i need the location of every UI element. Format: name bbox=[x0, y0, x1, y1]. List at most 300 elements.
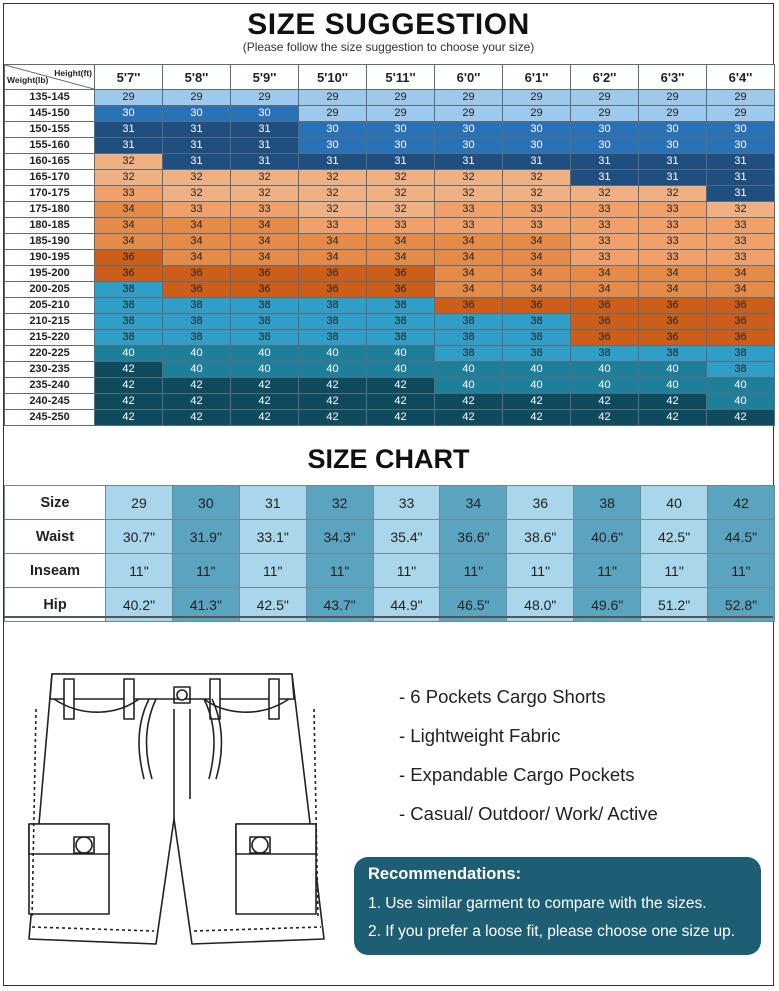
suggested-size-cell: 34 bbox=[503, 234, 571, 250]
suggested-size-cell: 29 bbox=[503, 90, 571, 106]
suggested-size-cell: 36 bbox=[707, 314, 775, 330]
size-suggestion-table bbox=[4, 64, 775, 426]
height-header-cell: 6'1'' bbox=[503, 65, 571, 90]
height-axis-label: Height(ft) bbox=[54, 68, 92, 78]
suggested-size-cell: 31 bbox=[231, 138, 299, 154]
suggested-size-cell: 40 bbox=[299, 346, 367, 362]
measurement-cell: 38 bbox=[574, 486, 641, 520]
size-suggestion-title: SIZE SUGGESTION bbox=[247, 8, 530, 41]
feature-item: - Casual/ Outdoor/ Work/ Active bbox=[399, 803, 658, 824]
measurement-cell: 41.3" bbox=[172, 588, 239, 622]
suggested-size-cell: 32 bbox=[435, 186, 503, 202]
weight-range-cell: 245-250 bbox=[5, 410, 95, 426]
measurement-cell: 11" bbox=[440, 554, 507, 588]
suggested-size-cell: 31 bbox=[571, 170, 639, 186]
weight-row bbox=[5, 234, 775, 250]
size-chart-row bbox=[5, 520, 775, 554]
suggested-size-cell: 42 bbox=[299, 394, 367, 410]
suggested-size-cell: 42 bbox=[367, 378, 435, 394]
suggested-size-cell: 29 bbox=[639, 90, 707, 106]
height-header-cell: 5'11'' bbox=[367, 65, 435, 90]
weight-range-cell: 205-210 bbox=[5, 298, 95, 314]
measurement-label: Waist bbox=[5, 520, 106, 554]
suggested-size-cell: 38 bbox=[435, 330, 503, 346]
size-chart-row bbox=[5, 554, 775, 588]
suggested-size-cell: 32 bbox=[95, 154, 163, 170]
suggested-size-cell: 40 bbox=[435, 362, 503, 378]
suggested-size-cell: 29 bbox=[299, 90, 367, 106]
suggested-size-cell: 34 bbox=[163, 250, 231, 266]
suggested-size-cell: 31 bbox=[639, 170, 707, 186]
suggested-size-cell: 30 bbox=[231, 106, 299, 122]
suggested-size-cell: 30 bbox=[367, 122, 435, 138]
suggested-size-cell: 38 bbox=[299, 330, 367, 346]
weight-range-cell: 185-190 bbox=[5, 234, 95, 250]
suggested-size-cell: 34 bbox=[95, 218, 163, 234]
weight-range-cell: 180-185 bbox=[5, 218, 95, 234]
weight-range-cell: 220-225 bbox=[5, 346, 95, 362]
suggested-size-cell: 38 bbox=[367, 330, 435, 346]
suggested-size-cell: 33 bbox=[503, 218, 571, 234]
suggested-size-cell: 42 bbox=[435, 410, 503, 426]
suggested-size-cell: 30 bbox=[503, 122, 571, 138]
suggested-size-cell: 30 bbox=[435, 122, 503, 138]
suggested-size-cell: 42 bbox=[231, 410, 299, 426]
suggested-size-cell: 42 bbox=[163, 378, 231, 394]
suggested-size-cell: 38 bbox=[367, 298, 435, 314]
suggested-size-cell: 34 bbox=[503, 250, 571, 266]
suggested-size-cell: 36 bbox=[367, 282, 435, 298]
suggested-size-cell: 34 bbox=[95, 202, 163, 218]
suggested-size-cell: 32 bbox=[639, 186, 707, 202]
measurement-cell: 32 bbox=[306, 486, 373, 520]
suggested-size-cell: 38 bbox=[163, 314, 231, 330]
suggested-size-cell: 34 bbox=[707, 282, 775, 298]
suggested-size-cell: 30 bbox=[299, 122, 367, 138]
suggested-size-cell: 30 bbox=[707, 138, 775, 154]
weight-range-cell: 145-150 bbox=[5, 106, 95, 122]
height-header-row bbox=[5, 65, 775, 90]
suggested-size-cell: 42 bbox=[163, 394, 231, 410]
suggested-size-cell: 34 bbox=[503, 282, 571, 298]
suggested-size-cell: 33 bbox=[163, 202, 231, 218]
suggested-size-cell: 38 bbox=[231, 314, 299, 330]
weight-row bbox=[5, 250, 775, 266]
suggested-size-cell: 36 bbox=[163, 266, 231, 282]
suggested-size-cell: 31 bbox=[95, 138, 163, 154]
measurement-cell: 11" bbox=[708, 554, 775, 588]
feature-item: - Expandable Cargo Pockets bbox=[399, 764, 635, 785]
suggested-size-cell: 32 bbox=[503, 186, 571, 202]
suggested-size-cell: 33 bbox=[707, 234, 775, 250]
size-suggestion-subtitle: (Please follow the size suggestion to choose your size) bbox=[242, 40, 535, 54]
suggested-size-cell: 30 bbox=[707, 122, 775, 138]
suggested-size-cell: 38 bbox=[503, 330, 571, 346]
suggested-size-cell: 31 bbox=[571, 154, 639, 170]
suggested-size-cell: 33 bbox=[639, 234, 707, 250]
suggested-size-cell: 38 bbox=[707, 362, 775, 378]
suggested-size-cell: 38 bbox=[231, 298, 299, 314]
height-header-cell: 5'9'' bbox=[231, 65, 299, 90]
size-guide-card bbox=[3, 3, 774, 986]
suggested-size-cell: 32 bbox=[571, 186, 639, 202]
suggested-size-cell: 32 bbox=[95, 170, 163, 186]
measurement-cell: 42.5" bbox=[239, 588, 306, 622]
suggested-size-cell: 40 bbox=[163, 346, 231, 362]
suggested-size-cell: 33 bbox=[503, 202, 571, 218]
suggested-size-cell: 38 bbox=[571, 346, 639, 362]
suggested-size-cell: 33 bbox=[95, 186, 163, 202]
suggested-size-cell: 29 bbox=[163, 90, 231, 106]
suggested-size-cell: 29 bbox=[299, 106, 367, 122]
suggested-size-cell: 32 bbox=[299, 170, 367, 186]
height-header-cell: 6'2'' bbox=[571, 65, 639, 90]
size-chart-table bbox=[4, 485, 775, 622]
suggested-size-cell: 40 bbox=[571, 362, 639, 378]
suggested-size-cell: 34 bbox=[299, 234, 367, 250]
suggested-size-cell: 29 bbox=[367, 90, 435, 106]
weight-row bbox=[5, 170, 775, 186]
suggested-size-cell: 38 bbox=[299, 314, 367, 330]
suggested-size-cell: 32 bbox=[231, 170, 299, 186]
suggested-size-cell: 31 bbox=[707, 170, 775, 186]
measurement-label: Hip bbox=[5, 588, 106, 622]
suggested-size-cell: 30 bbox=[299, 138, 367, 154]
measurement-cell: 43.7" bbox=[306, 588, 373, 622]
suggested-size-cell: 34 bbox=[95, 234, 163, 250]
suggested-size-cell: 31 bbox=[231, 122, 299, 138]
weight-range-cell: 230-235 bbox=[5, 362, 95, 378]
suggested-size-cell: 42 bbox=[639, 410, 707, 426]
suggested-size-cell: 42 bbox=[503, 410, 571, 426]
suggested-size-cell: 40 bbox=[95, 346, 163, 362]
measurement-cell: 42.5" bbox=[641, 520, 708, 554]
measurement-cell: 52.8" bbox=[708, 588, 775, 622]
suggested-size-cell: 32 bbox=[299, 202, 367, 218]
suggested-size-cell: 32 bbox=[707, 202, 775, 218]
suggested-size-cell: 40 bbox=[707, 378, 775, 394]
suggested-size-cell: 40 bbox=[639, 362, 707, 378]
suggested-size-cell: 31 bbox=[639, 154, 707, 170]
weight-range-cell: 195-200 bbox=[5, 266, 95, 282]
suggested-size-cell: 29 bbox=[95, 90, 163, 106]
suggested-size-cell: 30 bbox=[571, 122, 639, 138]
weight-range-cell: 135-145 bbox=[5, 90, 95, 106]
suggested-size-cell: 34 bbox=[163, 234, 231, 250]
suggested-size-cell: 30 bbox=[95, 106, 163, 122]
weight-row bbox=[5, 378, 775, 394]
size-chart-body bbox=[5, 486, 775, 622]
height-header-cell: 6'3'' bbox=[639, 65, 707, 90]
height-header-cell: 5'7'' bbox=[95, 65, 163, 90]
height-header-cell: 5'10'' bbox=[299, 65, 367, 90]
weight-row bbox=[5, 138, 775, 154]
recommendations-title: Recommendations: bbox=[368, 865, 522, 883]
suggested-size-cell: 36 bbox=[231, 266, 299, 282]
height-header-cell: 6'4'' bbox=[707, 65, 775, 90]
suggested-size-cell: 34 bbox=[707, 266, 775, 282]
cargo-shorts-illustration bbox=[24, 669, 334, 959]
suggested-size-cell: 38 bbox=[435, 314, 503, 330]
suggested-size-cell: 29 bbox=[639, 106, 707, 122]
measurement-label: Size bbox=[5, 486, 106, 520]
suggested-size-cell: 36 bbox=[299, 266, 367, 282]
suggested-size-cell: 34 bbox=[367, 250, 435, 266]
suggested-size-cell: 29 bbox=[571, 90, 639, 106]
suggested-size-cell: 32 bbox=[163, 186, 231, 202]
suggested-size-cell: 38 bbox=[163, 330, 231, 346]
suggested-size-cell: 33 bbox=[707, 250, 775, 266]
weight-range-cell: 165-170 bbox=[5, 170, 95, 186]
weight-row bbox=[5, 330, 775, 346]
suggested-size-cell: 36 bbox=[639, 330, 707, 346]
weight-row bbox=[5, 410, 775, 426]
suggested-size-cell: 38 bbox=[707, 346, 775, 362]
suggested-size-cell: 38 bbox=[299, 298, 367, 314]
suggested-size-cell: 32 bbox=[299, 186, 367, 202]
suggested-size-cell: 33 bbox=[639, 202, 707, 218]
suggested-size-cell: 34 bbox=[571, 282, 639, 298]
suggested-size-cell: 30 bbox=[367, 138, 435, 154]
suggested-size-cell: 33 bbox=[231, 202, 299, 218]
suggested-size-cell: 34 bbox=[435, 266, 503, 282]
suggested-size-cell: 36 bbox=[639, 314, 707, 330]
recommendation-item: 1. Use similar garment to compare with the sizes. bbox=[368, 895, 707, 912]
suggested-size-cell: 30 bbox=[639, 138, 707, 154]
suggested-size-cell: 32 bbox=[231, 186, 299, 202]
suggested-size-cell: 42 bbox=[95, 410, 163, 426]
suggested-size-cell: 42 bbox=[95, 362, 163, 378]
suggested-size-cell: 40 bbox=[707, 394, 775, 410]
measurement-cell: 33.1" bbox=[239, 520, 306, 554]
suggested-size-cell: 36 bbox=[707, 330, 775, 346]
weight-range-cell: 155-160 bbox=[5, 138, 95, 154]
suggested-size-cell: 40 bbox=[299, 362, 367, 378]
suggested-size-cell: 36 bbox=[435, 298, 503, 314]
weight-row bbox=[5, 266, 775, 282]
suggested-size-cell: 36 bbox=[163, 282, 231, 298]
suggested-size-cell: 29 bbox=[435, 106, 503, 122]
suggested-size-cell: 42 bbox=[435, 394, 503, 410]
suggested-size-cell: 34 bbox=[503, 266, 571, 282]
suggested-size-cell: 30 bbox=[571, 138, 639, 154]
suggested-size-cell: 42 bbox=[95, 378, 163, 394]
suggested-size-cell: 32 bbox=[163, 170, 231, 186]
suggested-size-cell: 33 bbox=[435, 218, 503, 234]
height-header-cell: 5'8'' bbox=[163, 65, 231, 90]
suggested-size-cell: 29 bbox=[367, 106, 435, 122]
suggested-size-cell: 31 bbox=[707, 186, 775, 202]
suggested-size-cell: 42 bbox=[639, 394, 707, 410]
suggested-size-cell: 38 bbox=[639, 346, 707, 362]
suggested-size-cell: 42 bbox=[367, 410, 435, 426]
suggested-size-cell: 34 bbox=[435, 250, 503, 266]
measurement-cell: 29 bbox=[106, 486, 173, 520]
suggested-size-cell: 32 bbox=[367, 186, 435, 202]
measurement-cell: 11" bbox=[106, 554, 173, 588]
weight-range-cell: 240-245 bbox=[5, 394, 95, 410]
suggested-size-cell: 30 bbox=[435, 138, 503, 154]
suggested-size-cell: 40 bbox=[503, 362, 571, 378]
suggested-size-cell: 38 bbox=[95, 330, 163, 346]
suggested-size-cell: 33 bbox=[707, 218, 775, 234]
measurement-label: Inseam bbox=[5, 554, 106, 588]
suggested-size-cell: 36 bbox=[95, 266, 163, 282]
suggested-size-cell: 38 bbox=[95, 298, 163, 314]
suggested-size-cell: 42 bbox=[367, 394, 435, 410]
suggested-size-cell: 42 bbox=[503, 394, 571, 410]
height-header-cell: 6'0'' bbox=[435, 65, 503, 90]
suggested-size-cell: 31 bbox=[707, 154, 775, 170]
suggested-size-cell: 29 bbox=[707, 106, 775, 122]
measurement-cell: 49.6" bbox=[574, 588, 641, 622]
suggested-size-cell: 40 bbox=[503, 378, 571, 394]
weight-row bbox=[5, 106, 775, 122]
measurement-cell: 35.4" bbox=[373, 520, 440, 554]
recommendations-box bbox=[354, 857, 761, 955]
suggested-size-cell: 42 bbox=[299, 410, 367, 426]
suggested-size-cell: 34 bbox=[435, 234, 503, 250]
measurement-cell: 40 bbox=[641, 486, 708, 520]
measurement-cell: 11" bbox=[574, 554, 641, 588]
weight-range-cell: 190-195 bbox=[5, 250, 95, 266]
measurement-cell: 31 bbox=[239, 486, 306, 520]
measurement-cell: 11" bbox=[306, 554, 373, 588]
suggested-size-cell: 38 bbox=[503, 314, 571, 330]
suggested-size-cell: 38 bbox=[503, 346, 571, 362]
weight-row bbox=[5, 202, 775, 218]
suggested-size-cell: 30 bbox=[639, 122, 707, 138]
suggested-size-cell: 36 bbox=[571, 314, 639, 330]
weight-row bbox=[5, 218, 775, 234]
measurement-cell: 48.0" bbox=[507, 588, 574, 622]
suggested-size-cell: 33 bbox=[571, 202, 639, 218]
suggested-size-cell: 33 bbox=[571, 250, 639, 266]
suggested-size-cell: 34 bbox=[163, 218, 231, 234]
suggested-size-cell: 38 bbox=[163, 298, 231, 314]
suggested-size-cell: 36 bbox=[299, 282, 367, 298]
measurement-cell: 11" bbox=[172, 554, 239, 588]
suggested-size-cell: 34 bbox=[367, 234, 435, 250]
measurement-cell: 30 bbox=[172, 486, 239, 520]
suggested-size-cell: 31 bbox=[95, 122, 163, 138]
suggested-size-cell: 42 bbox=[707, 410, 775, 426]
suggested-size-cell: 34 bbox=[639, 266, 707, 282]
suggested-size-cell: 33 bbox=[299, 218, 367, 234]
measurement-cell: 36.6" bbox=[440, 520, 507, 554]
weight-range-cell: 210-215 bbox=[5, 314, 95, 330]
suggested-size-cell: 29 bbox=[571, 106, 639, 122]
weight-row bbox=[5, 282, 775, 298]
measurement-cell: 40.6" bbox=[574, 520, 641, 554]
weight-axis-label: Weight(lb) bbox=[7, 75, 49, 85]
size-chart-row bbox=[5, 486, 775, 520]
suggested-size-cell: 32 bbox=[367, 170, 435, 186]
suggested-size-cell: 29 bbox=[435, 90, 503, 106]
weight-row bbox=[5, 90, 775, 106]
measurement-cell: 38.6" bbox=[507, 520, 574, 554]
suggested-size-cell: 40 bbox=[231, 346, 299, 362]
suggested-size-cell: 33 bbox=[571, 218, 639, 234]
suggested-size-cell: 36 bbox=[707, 298, 775, 314]
weight-range-cell: 160-165 bbox=[5, 154, 95, 170]
suggested-size-cell: 36 bbox=[571, 298, 639, 314]
suggested-size-cell: 33 bbox=[639, 250, 707, 266]
table-corner-cell bbox=[5, 65, 95, 90]
suggested-size-cell: 34 bbox=[231, 218, 299, 234]
suggested-size-cell: 40 bbox=[571, 378, 639, 394]
suggested-size-cell: 40 bbox=[367, 346, 435, 362]
measurement-cell: 44.5" bbox=[708, 520, 775, 554]
suggested-size-cell: 33 bbox=[435, 202, 503, 218]
suggested-size-cell: 42 bbox=[571, 394, 639, 410]
suggested-size-cell: 40 bbox=[231, 362, 299, 378]
measurement-cell: 46.5" bbox=[440, 588, 507, 622]
suggested-size-cell: 29 bbox=[231, 90, 299, 106]
measurement-cell: 44.9" bbox=[373, 588, 440, 622]
measurement-cell: 51.2" bbox=[641, 588, 708, 622]
feature-item: - 6 Pockets Cargo Shorts bbox=[399, 686, 606, 707]
measurement-cell: 30.7" bbox=[106, 520, 173, 554]
suggested-size-cell: 36 bbox=[639, 298, 707, 314]
measurement-cell: 11" bbox=[507, 554, 574, 588]
weight-range-cell: 200-205 bbox=[5, 282, 95, 298]
measurement-cell: 11" bbox=[373, 554, 440, 588]
suggested-size-cell: 31 bbox=[299, 154, 367, 170]
suggested-size-cell: 42 bbox=[231, 394, 299, 410]
suggested-size-cell: 32 bbox=[367, 202, 435, 218]
weight-row bbox=[5, 394, 775, 410]
suggested-size-cell: 34 bbox=[299, 250, 367, 266]
weight-range-cell: 170-175 bbox=[5, 186, 95, 202]
suggested-size-cell: 38 bbox=[95, 314, 163, 330]
suggested-size-cell: 38 bbox=[231, 330, 299, 346]
suggested-size-cell: 31 bbox=[435, 154, 503, 170]
measurement-cell: 34.3" bbox=[306, 520, 373, 554]
suggested-size-cell: 29 bbox=[503, 106, 571, 122]
weight-row bbox=[5, 122, 775, 138]
weight-row bbox=[5, 186, 775, 202]
size-chart-title: SIZE CHART bbox=[307, 444, 470, 474]
suggested-size-cell: 33 bbox=[367, 218, 435, 234]
suggested-size-cell: 36 bbox=[231, 282, 299, 298]
suggested-size-cell: 31 bbox=[231, 154, 299, 170]
suggested-size-cell: 31 bbox=[163, 138, 231, 154]
suggested-size-cell: 34 bbox=[571, 266, 639, 282]
suggested-size-cell: 34 bbox=[231, 234, 299, 250]
suggested-size-cell: 40 bbox=[367, 362, 435, 378]
suggested-size-cell: 34 bbox=[639, 282, 707, 298]
suggested-size-cell: 33 bbox=[571, 234, 639, 250]
suggested-size-cell: 29 bbox=[707, 90, 775, 106]
suggested-size-cell: 40 bbox=[163, 362, 231, 378]
suggested-size-cell: 31 bbox=[163, 122, 231, 138]
measurement-cell: 33 bbox=[373, 486, 440, 520]
suggested-size-cell: 40 bbox=[435, 378, 503, 394]
suggested-size-cell: 31 bbox=[367, 154, 435, 170]
suggested-size-cell: 31 bbox=[503, 154, 571, 170]
suggested-size-cell: 32 bbox=[435, 170, 503, 186]
suggested-size-cell: 34 bbox=[231, 250, 299, 266]
weight-range-cell: 150-155 bbox=[5, 122, 95, 138]
suggested-size-cell: 36 bbox=[367, 266, 435, 282]
suggested-size-cell: 34 bbox=[435, 282, 503, 298]
suggested-size-cell: 42 bbox=[163, 410, 231, 426]
weight-row bbox=[5, 362, 775, 378]
suggested-size-cell: 42 bbox=[231, 378, 299, 394]
suggested-size-cell: 42 bbox=[571, 410, 639, 426]
suggested-size-cell: 30 bbox=[163, 106, 231, 122]
